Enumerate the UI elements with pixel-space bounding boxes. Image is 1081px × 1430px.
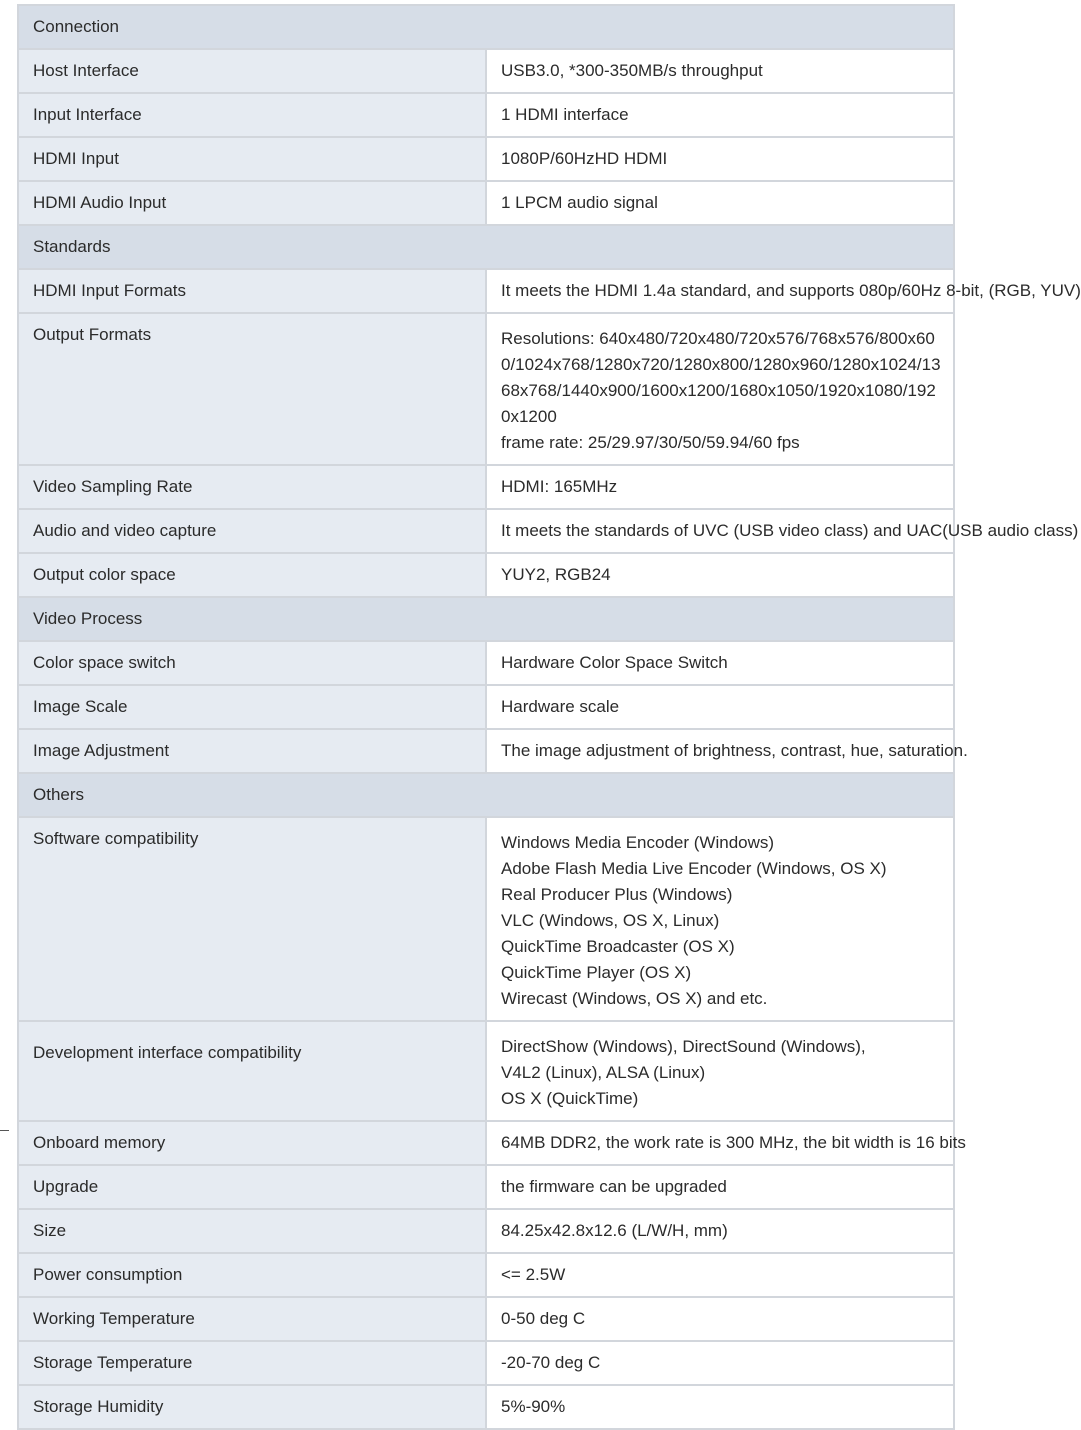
spec-value-line: Windows Media Encoder (Windows) [501,833,775,852]
spec-row [18,509,954,553]
spec-value-line: It meets the HDMI 1.4a standard, and supports 080p/60Hz 8-bit, (RGB, YUV) [501,281,1081,300]
spec-label: Audio and video capture [18,509,486,553]
section-title: Connection [18,5,954,49]
spec-label: Software compatibility [18,817,486,1021]
spec-label: Size [18,1209,486,1253]
section-header-row [18,597,954,641]
spec-value [486,93,954,137]
spec-value [486,269,1081,313]
section-title: Standards [18,225,954,269]
spec-row [18,1253,954,1297]
spec-value [486,685,954,729]
spec-value [486,1385,954,1429]
spec-row [18,269,954,313]
spec-value-line: Hardware Color Space Switch [501,653,728,672]
spec-value-line: 1 HDMI interface [501,105,629,124]
spec-row [18,49,954,93]
spec-value [486,1209,954,1253]
section-header-row [18,5,954,49]
spec-value-line: OS X (QuickTime) [501,1089,639,1108]
spec-value [486,465,954,509]
spec-label: Output Formats [18,313,486,465]
spec-label: Development interface compatibility [18,1021,486,1121]
spec-value-line: Hardware scale [501,697,620,716]
spec-value-line: 84.25x42.8x12.6 (L/W/H, mm) [501,1221,728,1240]
spec-label: Storage Humidity [18,1385,486,1429]
spec-value-line: VLC (Windows, OS X, Linux) [501,911,720,930]
spec-value-line: 5%-90% [501,1397,566,1416]
spec-label: Image Scale [18,685,486,729]
spec-row [18,181,954,225]
spec-value-line: It meets the standards of UVC (USB video class) and UAC(USB audio class) [501,521,1079,540]
spec-label: HDMI Audio Input [18,181,486,225]
spec-label: Power consumption [18,1253,486,1297]
spec-value [486,313,954,465]
spec-label: HDMI Input Formats [18,269,486,313]
spec-value [486,1297,954,1341]
spec-label: HDMI Input [18,137,486,181]
spec-value-line: HDMI: 165MHz [501,477,618,496]
spec-value-line: Wirecast (Windows, OS X) and etc. [501,989,768,1008]
spec-value-line: USB3.0, *300-350MB/s throughput [501,61,763,80]
spec-label: Onboard memory [18,1121,486,1165]
spec-value [486,641,954,685]
spec-label: Upgrade [18,1165,486,1209]
spec-row [18,817,954,1021]
spec-value-line: the firmware can be upgraded [501,1177,727,1196]
spec-label: Host Interface [18,49,486,93]
spec-label: Video Sampling Rate [18,465,486,509]
section-title: Others [18,773,954,817]
spec-label: Output color space [18,553,486,597]
spec-row [18,729,954,773]
spec-row [18,553,954,597]
spec-label: Image Adjustment [18,729,486,773]
spec-value-line: 64MB DDR2, the work rate is 300 MHz, the bit width is 16 bits [501,1133,966,1152]
spec-row [18,1021,954,1121]
spec-value [486,553,954,597]
section-title: Video Process [18,597,954,641]
spec-row [18,1165,954,1209]
spec-row [18,641,954,685]
spec-table [17,4,1081,1430]
spec-row [18,1341,954,1385]
spec-row [18,685,954,729]
spec-value-line: The image adjustment of brightness, contrast, hue, saturation. [501,741,968,760]
spec-value-line: -20-70 deg C [501,1353,601,1372]
spec-label: Color space switch [18,641,486,685]
spec-row [18,1121,954,1165]
spec-value [486,49,954,93]
spec-value-line: QuickTime Player (OS X) [501,963,692,982]
spec-table-body [18,5,1081,1429]
spec-label: Working Temperature [18,1297,486,1341]
spec-value-line: Adobe Flash Media Live Encoder (Windows, OS X) [501,859,887,878]
spec-value [486,1253,954,1297]
spec-value [486,1021,954,1121]
spec-row [18,1297,954,1341]
section-header-row [18,225,954,269]
section-header-row [18,773,954,817]
spec-value-line: DirectShow (Windows), DirectSound (Windows), [501,1037,866,1056]
spec-value-line: 1 LPCM audio signal [501,193,658,212]
margin-tick-mark [0,1130,9,1131]
spec-value [486,509,1079,553]
spec-row [18,465,954,509]
spec-row [18,1209,954,1253]
spec-value-line: Real Producer Plus (Windows) [501,885,733,904]
spec-label: Storage Temperature [18,1341,486,1385]
spec-value [486,181,954,225]
spec-row [18,313,954,465]
spec-value [486,817,954,1021]
spec-value-line: 1080P/60HzHD HDMI [501,149,668,168]
spec-row [18,93,954,137]
spec-row [18,1385,954,1429]
spec-value-line: QuickTime Broadcaster (OS X) [501,937,735,956]
spec-value-line: V4L2 (Linux), ALSA (Linux) [501,1063,706,1082]
spec-value [486,1165,954,1209]
spec-value [486,1341,954,1385]
spec-value [486,137,954,181]
spec-value-line: YUY2, RGB24 [501,565,611,584]
spec-label: Input Interface [18,93,486,137]
spec-value [486,1121,966,1165]
spec-value-line: 0-50 deg C [501,1309,586,1328]
spec-value [486,729,968,773]
spec-row [18,137,954,181]
spec-value-line: frame rate: 25/29.97/30/50/59.94/60 fps [501,433,800,452]
spec-value-line: <= 2.5W [501,1265,566,1284]
spec-value-line: Resolutions: 640x480/720x480/720x576/768x576/800x600/1024x768/1280x720/1280x800/1280x960/1280x1024/1368x768/1440x900/1600x1200/1680x1050/1920x1080/1920x1200 [501,329,941,426]
